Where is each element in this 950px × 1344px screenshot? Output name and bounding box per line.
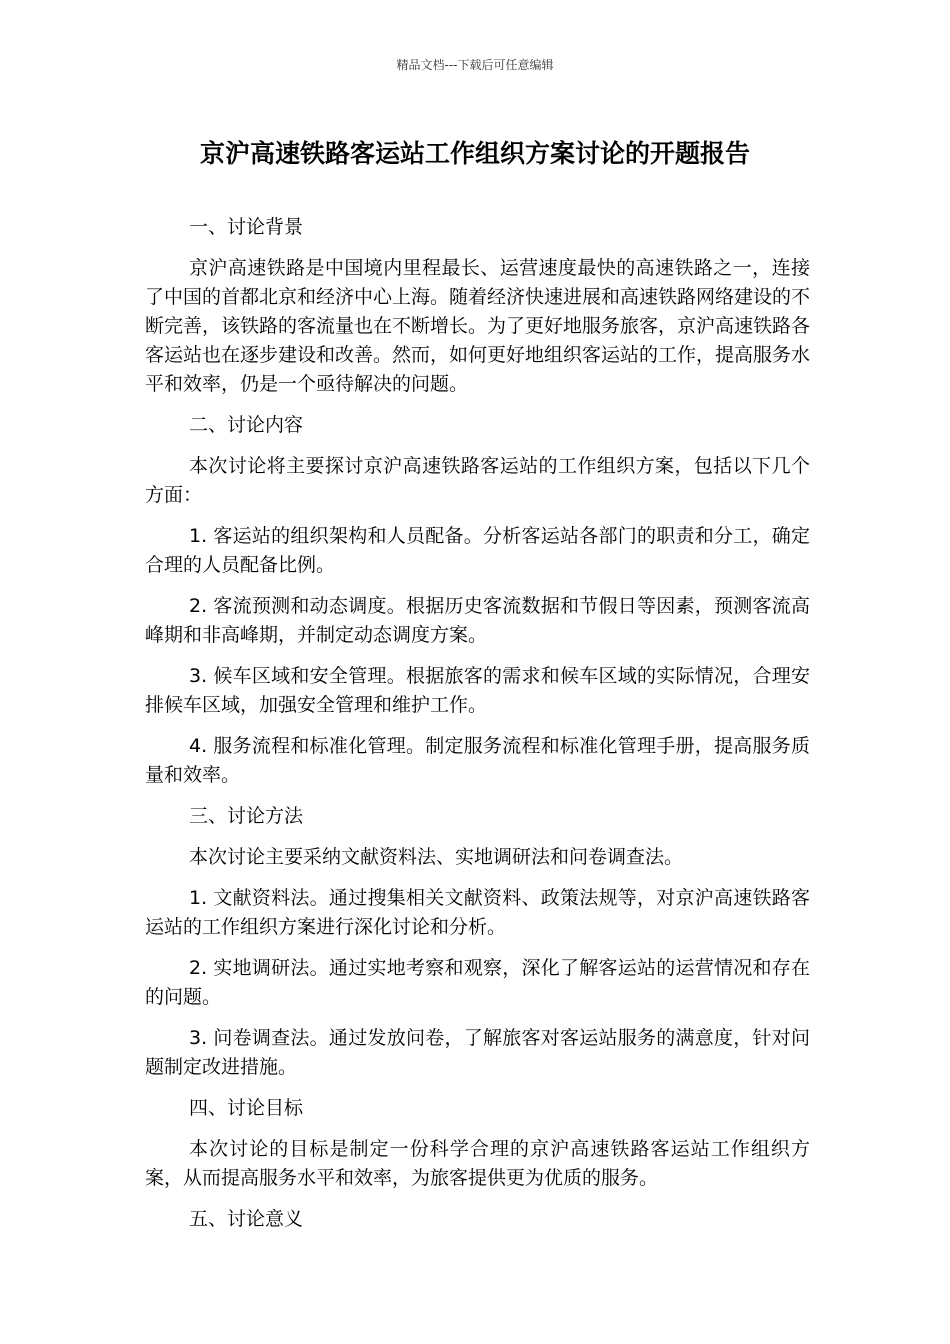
- section-heading-content: 二、讨论内容: [189, 414, 304, 436]
- list-item-questionnaire: 3. 问卷调查法。通过发放问卷，了解旅客对客运站服务的满意度，针对问题制定改进措施。: [145, 1027, 810, 1078]
- paragraph-methods-intro: 本次讨论主要采纳文献资料法、实地调研法和问卷调查法。: [189, 846, 684, 868]
- paragraph-goals: 本次讨论的目标是制定一份科学合理的京沪高速铁路客运站工作组织方案，从而提高服务水平和效率，为旅客提供更为优质的服务。: [145, 1138, 810, 1189]
- list-item-literature: 1. 文献资料法。通过搜集相关文献资料、政策法规等，对京沪高速铁路客运站的工作组织方案进行深化讨论和分析。: [145, 887, 810, 938]
- paragraph-content-intro: 本次讨论将主要探讨京沪高速铁路客运站的工作组织方案，包括以下几个方面：: [145, 455, 810, 506]
- page-header: 精品文档---下载后可任意编辑: [396, 58, 554, 72]
- paragraph-background: 京沪高速铁路是中国境内里程最长、运营速度最快的高速铁路之一，连接了中国的首都北京和经济中心上海。随着经济快速进展和高速铁路网络建设的不断完善，该铁路的客流量也在不断增长。为了更好地服务旅客，京沪高速铁路各客运站也在逐步建设和改善。然而，如何更好地组织客运站的工作，提高服务水平和效率，仍是一个亟待解决的问题。: [145, 257, 811, 395]
- section-heading-background: 一、讨论背景: [189, 216, 304, 238]
- section-heading-goals: 四、讨论目标: [189, 1097, 304, 1119]
- list-item-field-research: 2. 实地调研法。通过实地考察和观察，深化了解客运站的运营情况和存在的问题。: [145, 957, 810, 1008]
- list-item-waiting-area: 3. 候车区域和安全管理。根据旅客的需求和候车区域的实际情况，合理安排候车区域，加强安全管理和维护工作。: [145, 665, 810, 716]
- list-item-passenger-flow: 2. 客流预测和动态调度。根据历史客流数据和节假日等因素，预测客流高峰期和非高峰期，并制定动态调度方案。: [145, 595, 810, 646]
- document-title: 京沪高速铁路客运站工作组织方案讨论的开题报告: [199, 139, 750, 168]
- section-heading-methods: 三、讨论方法: [189, 805, 304, 827]
- document-body: [145, 213, 810, 1246]
- list-item-organization: 1. 客运站的组织架构和人员配备。分析客运站各部门的职责和分工，确定合理的人员配备比例。: [145, 525, 810, 576]
- list-item-service-process: 4. 服务流程和标准化管理。制定服务流程和标准化管理手册，提高服务质量和效率。: [145, 735, 810, 786]
- section-heading-significance: 五、讨论意义: [189, 1208, 304, 1230]
